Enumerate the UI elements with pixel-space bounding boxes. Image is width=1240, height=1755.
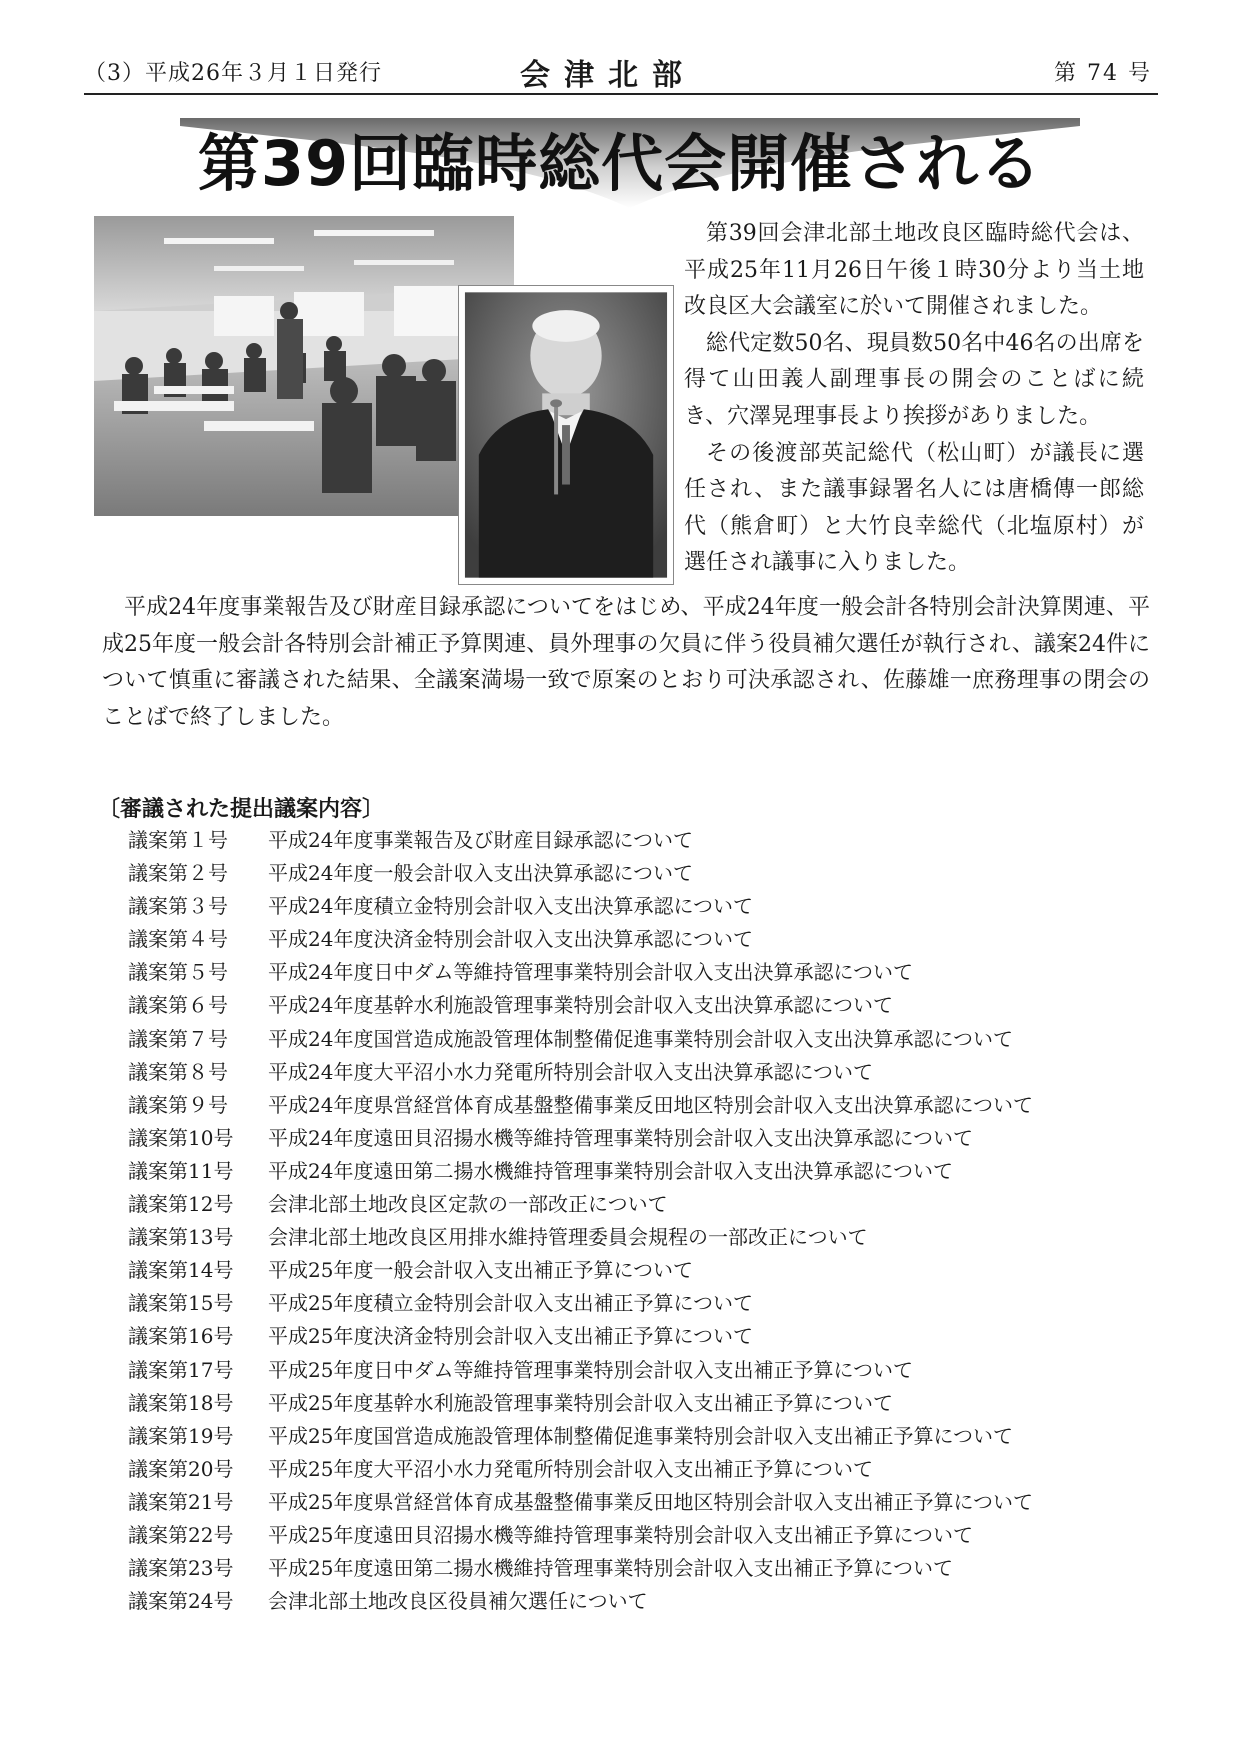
bill-number: 議案第５号 bbox=[128, 960, 228, 985]
bill-item bbox=[128, 1221, 1033, 1254]
bill-list bbox=[128, 824, 1033, 1618]
bill-number: 議案第３号 bbox=[128, 894, 228, 919]
bill-title: 平成25年度遠田貝沼揚水機等維持管理事業特別会計収入支出補正予算について bbox=[268, 1522, 974, 1547]
bill-number: 議案第20号 bbox=[128, 1456, 234, 1481]
header-divider bbox=[84, 93, 1158, 95]
bill-title: 平成24年度決済金特別会計収入支出決算承認について bbox=[268, 927, 754, 952]
bill-item bbox=[128, 1486, 1033, 1519]
bills-section-title: 〔審議された提出議案内容〕 bbox=[98, 797, 385, 822]
bill-title: 平成24年度国営造成施設管理体制整備促進事業特別会計収入支出決算承認について bbox=[268, 1026, 1014, 1051]
bill-title: 平成25年度遠田第二揚水機維持管理事業特別会計収入支出補正予算について bbox=[268, 1556, 954, 1581]
bill-item bbox=[128, 1155, 1033, 1188]
intro-paragraph: その後渡部英記総代（松山町）が議長に選任され、また議事録署名人には唐橋傳一郎総代（熊倉町）と大竹良幸総代（北塩原村）が選任され議事に入りました。 bbox=[684, 440, 1144, 576]
bill-number: 議案第24号 bbox=[128, 1589, 234, 1614]
bill-title: 平成25年度基幹水利施設管理事業特別会計収入支出補正予算について bbox=[268, 1390, 894, 1415]
bill-title: 平成24年度県営経営体育成基盤整備事業反田地区特別会計収入支出決算承認について bbox=[268, 1092, 1034, 1117]
bill-item bbox=[128, 1023, 1033, 1056]
bill-item bbox=[128, 1420, 1033, 1453]
bill-number: 議案第２号 bbox=[128, 861, 228, 886]
bill-item bbox=[128, 1320, 1033, 1353]
bill-title: 会津北部土地改良区用排水維持管理委員会規程の一部改正について bbox=[268, 1225, 868, 1250]
bill-item bbox=[128, 1287, 1033, 1320]
bill-number: 議案第７号 bbox=[128, 1026, 228, 1051]
bill-title: 平成24年度事業報告及び財産目録承認について bbox=[268, 828, 694, 852]
bill-item bbox=[128, 1122, 1033, 1155]
bill-title: 平成25年度国営造成施設管理体制整備促進事業特別会計収入支出補正予算について bbox=[268, 1423, 1014, 1448]
bill-item bbox=[128, 1254, 1033, 1287]
bill-number: 議案第８号 bbox=[128, 1059, 228, 1084]
bill-number: 議案第14号 bbox=[128, 1258, 234, 1283]
bill-number: 議案第12号 bbox=[128, 1192, 234, 1217]
bill-item bbox=[128, 1552, 1033, 1585]
bill-number: 議案第13号 bbox=[128, 1225, 234, 1250]
bill-item bbox=[128, 956, 1033, 989]
bill-title: 平成25年度日中ダム等維持管理事業特別会計収入支出補正予算について bbox=[268, 1357, 914, 1382]
bill-number: 議案第16号 bbox=[128, 1324, 234, 1349]
bill-item bbox=[128, 1089, 1033, 1122]
bill-title: 平成25年度積立金特別会計収入支出補正予算について bbox=[268, 1291, 754, 1316]
bill-number: 議案第６号 bbox=[128, 993, 228, 1018]
bill-number: 議案第11号 bbox=[128, 1158, 234, 1183]
bill-number: 議案第17号 bbox=[128, 1357, 234, 1382]
bill-item bbox=[128, 1519, 1033, 1552]
bill-title: 平成24年度遠田第二揚水機維持管理事業特別会計収入支出決算承認について bbox=[268, 1158, 954, 1183]
intro-paragraph: 総代定数50名、現員数50名中46名の出席を得て山田義人副理事長の開会のことばに続き、穴澤晃理事長より挨拶がありました。 bbox=[684, 330, 1144, 429]
bill-title: 平成25年度決済金特別会計収入支出補正予算について bbox=[268, 1324, 754, 1349]
bill-title: 平成25年度一般会計収入支出補正予算について bbox=[268, 1258, 694, 1283]
bill-item bbox=[128, 1585, 1033, 1618]
bill-title: 平成24年度遠田貝沼揚水機等維持管理事業特別会計収入支出決算承認について bbox=[268, 1125, 974, 1150]
bill-item bbox=[128, 1188, 1033, 1221]
bill-number: 議案第10号 bbox=[128, 1125, 234, 1150]
bill-number: 議案第23号 bbox=[128, 1556, 234, 1581]
speaker-photo bbox=[458, 285, 674, 585]
bill-number: 議案第22号 bbox=[128, 1522, 234, 1547]
bill-title: 平成24年度大平沼小水力発電所特別会計収入支出決算承認について bbox=[268, 1059, 874, 1084]
bill-title: 平成24年度積立金特別会計収入支出決算承認について bbox=[268, 894, 754, 919]
bill-title: 会津北部土地改良区役員補欠選任について bbox=[268, 1589, 648, 1614]
bill-item bbox=[128, 989, 1033, 1022]
bill-item bbox=[128, 1354, 1033, 1387]
body-paragraph: 平成24年度事業報告及び財産目録承認についてをはじめ、平成24年度一般会計各特別会計決算関連、平成25年度一般会計各特別会計補正予算関連、員外理事の欠員に伴う役員補欠選任が執行され、議案24件について慎重に審議された結果、全議案満場一致で原案のとおり可決承認され、佐藤雄一庶務理事の閉会のことばで終了しました。 bbox=[102, 595, 1150, 730]
issue-number: 第 74 号 bbox=[1054, 61, 1152, 86]
bill-number: 議案第９号 bbox=[128, 1092, 228, 1117]
bill-number: 議案第１号 bbox=[128, 828, 228, 852]
bill-title: 平成24年度一般会計収入支出決算承認について bbox=[268, 861, 694, 886]
bill-number: 議案第18号 bbox=[128, 1390, 234, 1415]
bill-title: 平成25年度大平沼小水力発電所特別会計収入支出補正予算について bbox=[268, 1456, 874, 1481]
bill-item bbox=[128, 857, 1033, 890]
bill-item bbox=[128, 1453, 1033, 1486]
bill-item bbox=[128, 1387, 1033, 1420]
body-text bbox=[102, 590, 1150, 736]
bill-item bbox=[128, 824, 1033, 857]
meeting-hall-photo bbox=[94, 216, 514, 516]
bill-number: 議案第４号 bbox=[128, 927, 228, 952]
intro-text bbox=[684, 216, 1144, 582]
bill-number: 議案第21号 bbox=[128, 1489, 234, 1514]
bill-title: 平成24年度日中ダム等維持管理事業特別会計収入支出決算承認について bbox=[268, 960, 914, 985]
bill-item bbox=[128, 923, 1033, 956]
bill-number: 議案第15号 bbox=[128, 1291, 234, 1316]
bill-title: 会津北部土地改良区定款の一部改正について bbox=[268, 1192, 668, 1217]
bill-item bbox=[128, 890, 1033, 923]
bill-item bbox=[128, 1056, 1033, 1089]
intro-paragraph: 第39回会津北部土地改良区臨時総代会は、平成25年11月26日午後１時30分より当土地改良区大会議室に於いて開催されました。 bbox=[684, 221, 1144, 320]
bill-title: 平成25年度県営経営体育成基盤整備事業反田地区特別会計収入支出補正予算について bbox=[268, 1489, 1034, 1514]
bill-title: 平成24年度基幹水利施設管理事業特別会計収入支出決算承認について bbox=[268, 993, 894, 1018]
issue-date: （3）平成26年３月１日発行 bbox=[84, 61, 382, 86]
bill-number: 議案第19号 bbox=[128, 1423, 234, 1448]
newsletter-name: 会津北部 bbox=[520, 58, 696, 93]
page-title: 第39回臨時総代会開催される bbox=[197, 127, 1043, 200]
